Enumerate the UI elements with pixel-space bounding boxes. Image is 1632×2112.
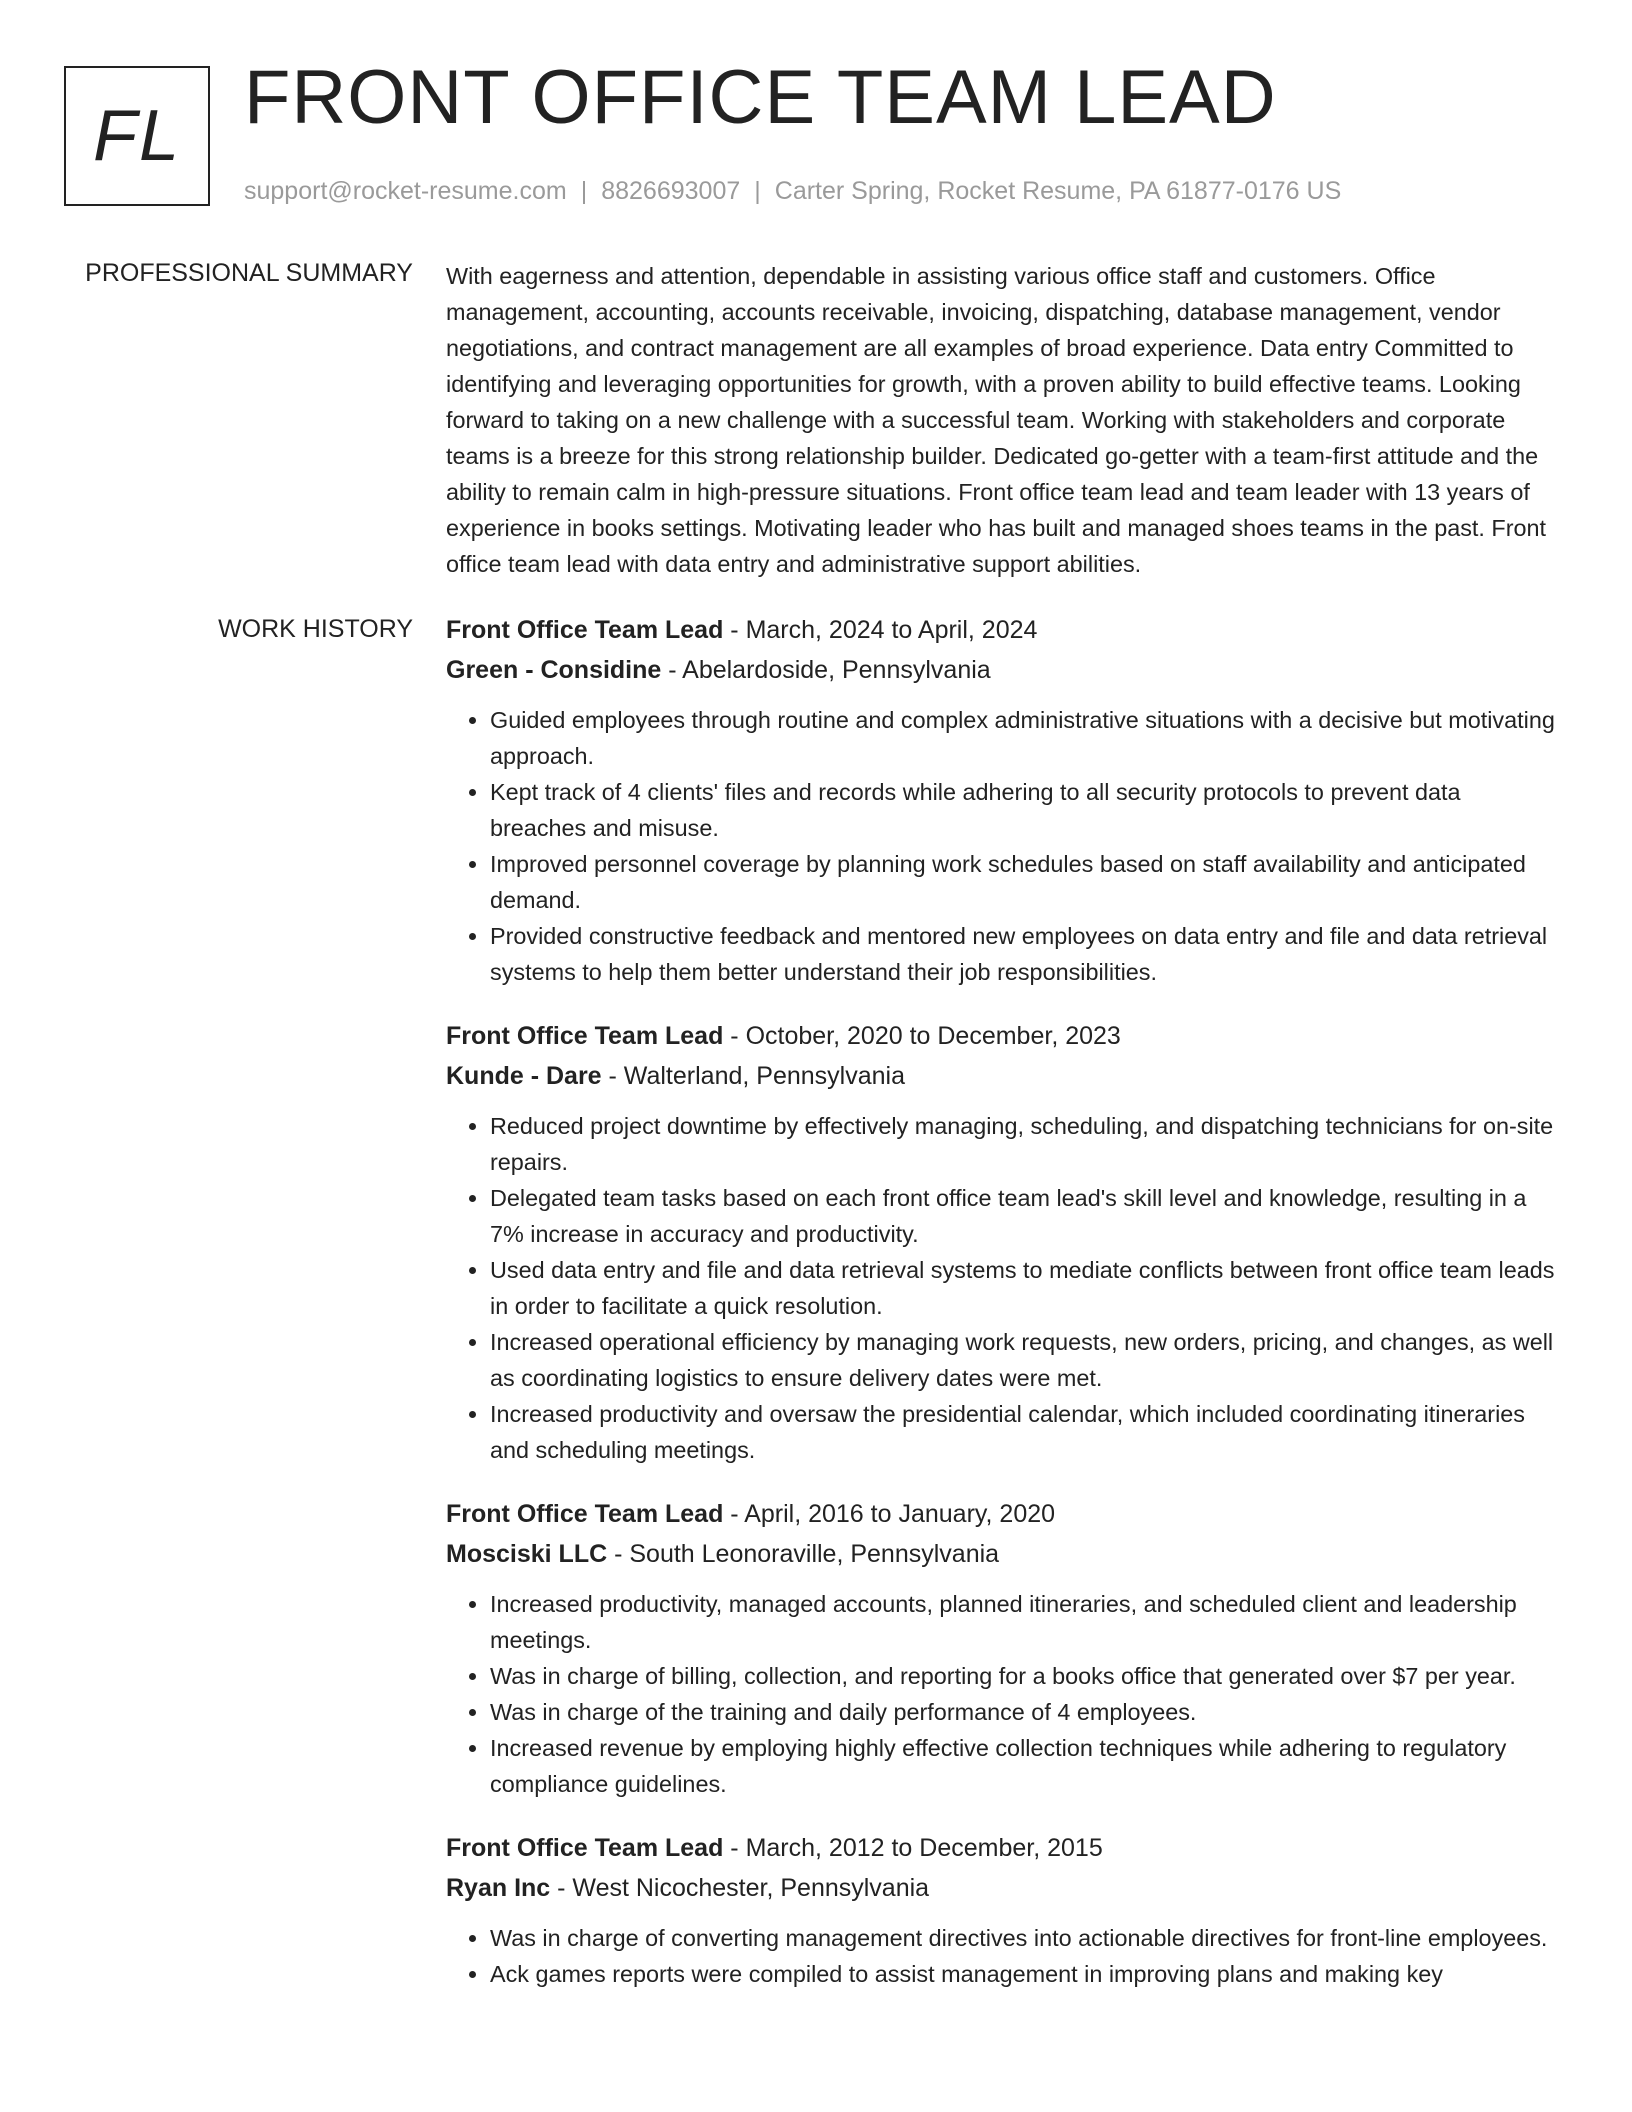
job-bullet: • Delegated team tasks based on each front office team lead's skill level and knowledge, resulting in a 7% increase in accuracy and productivity.: [490, 1180, 1562, 1252]
section-label-work-history: WORK HISTORY: [218, 615, 413, 643]
job-bullet: • Guided employees through routine and complex administrative situations with a decisive but motivating approach.: [490, 702, 1562, 774]
job-bullet-list: [446, 1108, 1562, 1468]
monogram-box: [64, 66, 210, 206]
contact-separator: |: [754, 177, 761, 205]
job-employer: Green - Considine: [446, 656, 662, 684]
section-label-summary: PROFESSIONAL SUMMARY: [85, 259, 413, 287]
contact-phone: 8826693007: [601, 177, 741, 205]
monogram-initials: FL: [92, 96, 182, 176]
job-entry: [446, 1828, 1562, 1992]
job-employer: Ryan Inc: [446, 1874, 551, 1902]
job-entry: [446, 1016, 1562, 1468]
job-employer-line: [446, 650, 1562, 690]
job-bullet: • Increased operational efficiency by managing work requests, new orders, pricing, and changes, as well as coordinating logistics to ensure delivery dates were met.: [490, 1324, 1562, 1396]
work-history-section: [446, 610, 1562, 2018]
job-employer: Mosciski LLC: [446, 1540, 608, 1568]
job-bullet: • Was in charge of billing, collection, and reporting for a books office that generated over $7 per year.: [490, 1658, 1562, 1694]
job-location: - West Nicochester, Pennsylvania: [550, 1874, 930, 1902]
job-location: - South Leonoraville, Pennsylvania: [607, 1540, 1000, 1568]
job-location: - Walterland, Pennsylvania: [601, 1062, 905, 1090]
job-bullet: • Provided constructive feedback and mentored new employees on data entry and file and data retrieval systems to help them better understand their job responsibilities.: [490, 918, 1562, 990]
job-bullet: • Reduced project downtime by effectively managing, scheduling, and dispatching technicians for on-site repairs.: [490, 1108, 1562, 1180]
job-title: Front Office Team Lead: [446, 1500, 724, 1528]
job-dates: - April, 2016 to January, 2020: [723, 1500, 1056, 1528]
job-employer-line: [446, 1868, 1562, 1908]
job-bullet: • Kept track of 4 clients' files and records while adhering to all security protocols to prevent data breaches and misuse.: [490, 774, 1562, 846]
job-title-line: [446, 1494, 1562, 1534]
job-employer-line: [446, 1056, 1562, 1096]
job-bullet-list: [446, 1586, 1562, 1802]
job-bullet: • Increased revenue by employing highly effective collection techniques while adhering to regulatory compliance guidelines.: [490, 1730, 1562, 1802]
contact-line: [244, 176, 1341, 206]
job-bullet: • Increased productivity, managed accounts, planned itineraries, and scheduled client and leadership meetings.: [490, 1586, 1562, 1658]
job-entry: [446, 610, 1562, 990]
job-bullet: • Ack games reports were compiled to assist management in improving plans and making key: [490, 1956, 1562, 1992]
job-bullet: • Was in charge of the training and daily performance of 4 employees.: [490, 1694, 1562, 1730]
summary-section: [446, 258, 1562, 582]
job-title-line: [446, 610, 1562, 650]
summary-text: With eagerness and attention, dependable in assisting various office staff and customers. Office management, accounting, accounts receivable, invoicing, dispatching, database management, vendor negotiations, and contract management are all examples of broad experience. Data entry Committed to identifying and leveraging opportunities for growth, with a proven ability to build effective teams. Looking forward to taking on a new challenge with a successful team. Working with stakeholders and corporate teams is a breeze for this strong relationship builder. Dedicated go-getter with a team-first attitude and the ability to remain calm in high-pressure situations. Front office team lead and team leader with 13 years of experience in books settings. Motivating leader who has built and managed shoes teams in the past. Front office team lead with data entry and administrative support abilities.: [446, 263, 1546, 577]
job-dates: - March, 2024 to April, 2024: [723, 616, 1038, 644]
job-title: Front Office Team Lead: [446, 1022, 724, 1050]
job-bullet-list: [446, 702, 1562, 990]
contact-email: support@rocket-resume.com: [244, 177, 567, 205]
job-bullet: • Used data entry and file and data retrieval systems to mediate conflicts between front office team leads in order to facilitate a quick resolution.: [490, 1252, 1562, 1324]
job-dates: - October, 2020 to December, 2023: [723, 1022, 1121, 1050]
job-title: Front Office Team Lead: [446, 1834, 724, 1862]
job-location: - Abelardoside, Pennsylvania: [661, 656, 991, 684]
job-bullet: • Was in charge of converting management directives into actionable directives for front-line employees.: [490, 1920, 1562, 1956]
job-employer-line: [446, 1534, 1562, 1574]
job-title-line: [446, 1016, 1562, 1056]
job-dates: - March, 2012 to December, 2015: [723, 1834, 1103, 1862]
contact-separator: |: [580, 177, 588, 205]
resume-title: FRONT OFFICE TEAM LEAD: [244, 55, 1277, 140]
job-title: Front Office Team Lead: [446, 616, 724, 644]
job-title-line: [446, 1828, 1562, 1868]
job-bullet: • Increased productivity and oversaw the presidential calendar, which included coordinating itineraries and scheduling meetings.: [490, 1396, 1562, 1468]
job-bullet-list: [446, 1920, 1562, 1992]
job-employer: Kunde - Dare: [446, 1062, 602, 1090]
contact-address: Carter Spring, Rocket Resume, PA 61877-0176 US: [774, 177, 1342, 205]
job-entry: [446, 1494, 1562, 1802]
job-bullet: • Improved personnel coverage by planning work schedules based on staff availability and anticipated demand.: [490, 846, 1562, 918]
